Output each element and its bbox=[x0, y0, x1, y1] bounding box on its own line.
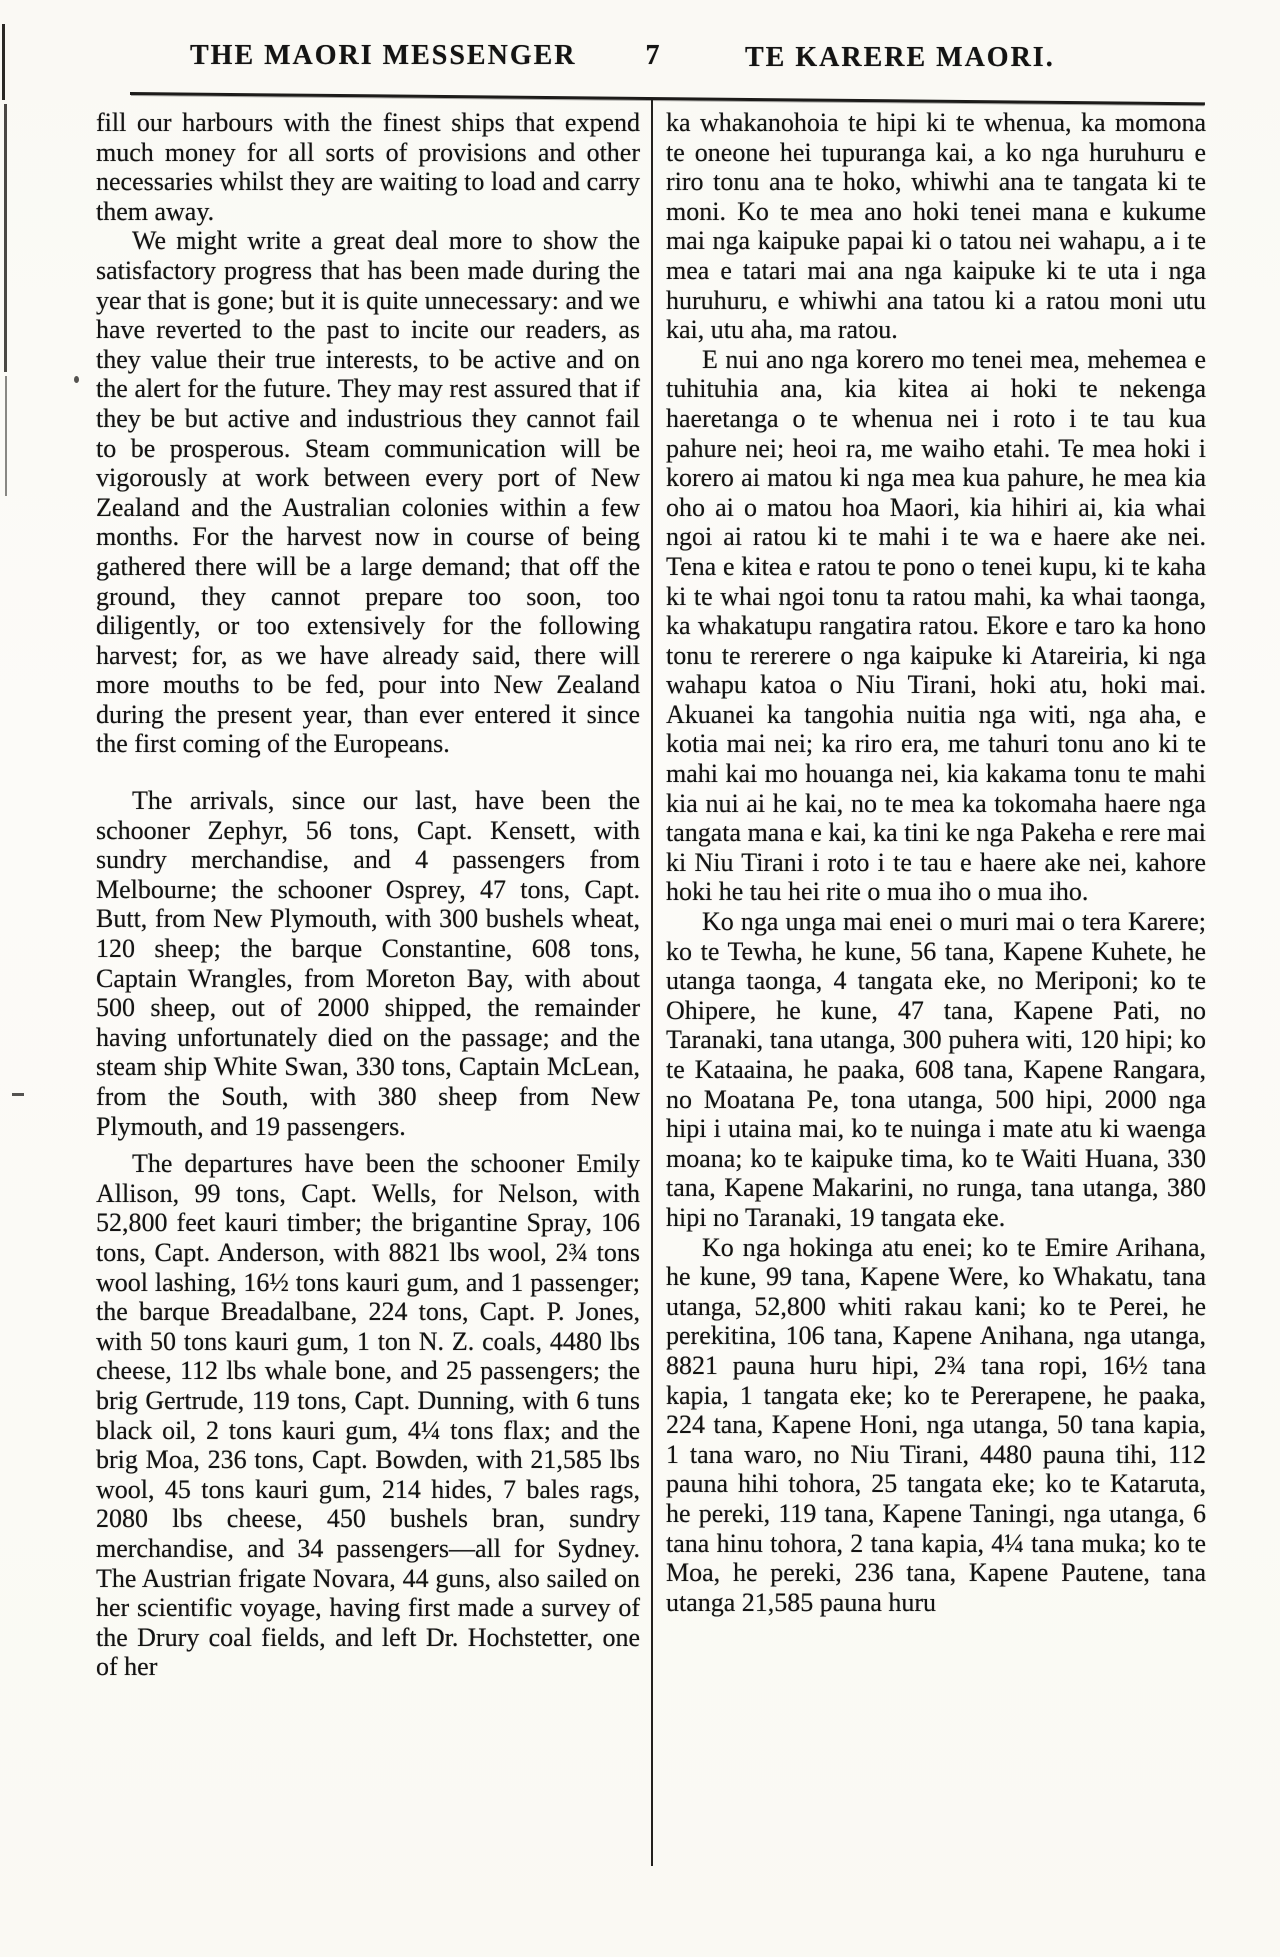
english-paragraph-arrivals: The arrivals, since our last, have been the schooner Zephyr, 56 tons, Capt. Kensett, with sundry merchandise, and 4 passengers from Melbourne; the schooner Osprey, 47 tons, Capt. Butt, from New Plymouth, with 300 bushels wheat, 120 sheep; the barque Constantine, 608 tons, Captain Wrangles, from Moreton Bay, with about 500 sheep, out of 2000 shipped, the remainder having unfortunately died on the passage; and the steam ship White Swan, 330 tons, Captain McLean, from the South, with 380 sheep from New Plymouth, and 19 passengers. bbox=[96, 786, 640, 1141]
column-maori bbox=[666, 108, 1206, 1617]
scan-artifact-edge-mark bbox=[2, 24, 5, 100]
masthead-title-maori: TE KARERE MAORI. bbox=[745, 42, 1055, 73]
column-english bbox=[96, 108, 640, 1682]
maori-paragraph-hokinga-atu: Ko nga hokinga atu enei; ko te Emire Arihana, he kune, 99 tana, Kapene Were, ko Whakatu, tana utanga, 52,800 whiti rakau kani; ko te Perei, he perekitina, 106 tana, Kapene Anihana, nga utanga, 8821 pauna huru hipi, 2¾ tana ropi, 16½ tana kapia, 1 tangata eke; ko te Pererapene, he paaka, 224 tana, Kapene Honi, nga utanga, 50 tana kapia, 1 tana waro, no Niu Tirani, 4480 pauna tihi, 112 pauna hihi tohora, 25 tangata eke; ko te Kataruta, he pereki, 119 tana, Kapene Taningi, nga utanga, 6 tana hinu tohora, 2 tana kapia, 4¼ tana muka; ko te Moa, he pereki, 236 tana, Kapene Pautene, tana utanga 21,585 pauna huru bbox=[666, 1232, 1206, 1617]
masthead-title-english: THE MAORI MESSENGER bbox=[190, 40, 577, 71]
column-divider-rule bbox=[651, 100, 653, 1866]
english-paragraph-continuation: fill our harbours with the finest ships that expend much money for all sorts of provisions and other necessaries whilst they are waiting to load and carry them away. bbox=[96, 108, 640, 226]
scan-artifact-edge-mark bbox=[4, 104, 7, 372]
english-paragraph-progress: We might write a great deal more to show the satisfactory progress that has been made during the year that is gone; but it is quite unnecessary: and we have reverted to the past to incite our readers, as they value their true interests, to be active and on the alert for the future. They may rest assured that if they be but active and industrious they cannot fail to be prosperous. Steam communication will be vigorously at work between every port of New Zealand and the Australian colonies within a few months. For the harvest now in course of being gathered there will be a large demand; that off the ground, they cannot prepare too soon, too diligently, or too extensively for the following harvest; for, as we have already said, there will more mouths to be fed, pour into New Zealand during the present year, than ever entered it since the first coming of the Europeans. bbox=[96, 226, 640, 759]
maori-paragraph-korero: E nui ano nga korero mo tenei mea, mehemea e tuhituhia ana, kia kitea ai hoki te nekenga haeretanga o te whenua nei i roto i te tau kua pahure nei; heoi ra, me waiho etahi. Te mea hoki i korero ai matou ki nga mea kua pahure, he mea kia oho ai o matou hoa Maori, kia hihiri ai, kia whai ngoi ai ratou ki te mahi i te wa e haere ake nei. Tena e kitea e ratou te pono o tenei kupu, ki te kaha ki te whai ngoi tonu ta ratou mahi, ka whai taonga, ka whakatupu rangatira ratou. Ekore e taro ka hono tonu te rererere o nga kaipuke ki Atareiria, ki nga wahapu katoa o Niu Tirani, hoki atu, hoki mai. Akuanei ka tangohia nuitia nga witi, nga aha, e kotia mai nei; ka riro era, me tahuri tonu ano ki te mahi kai mo houanga nei, kia kakama tonu te mahi kia nui ai he kai, no te mea ka tokomaha haere nga tangata mana e kai, ka tini ke nga Pakeha e rere mai ki Niu Tirani i roto i te tau e haere ake nei, kahore hoki he tau hei rite o mua iho o mua iho. bbox=[666, 344, 1206, 907]
page-number: 7 bbox=[645, 40, 660, 71]
scan-artifact-dash bbox=[12, 1093, 24, 1096]
scan-artifact-edge-mark bbox=[5, 376, 7, 496]
maori-paragraph-continuation: ka whakanohoia te hipi ki te whenua, ka momona te oneone hei tupuranga kai, a ko nga huruhuru e riro tonu ana te hoko, whiwhi ana te tangata ki te moni. Ko te mea ano hoki tenei mana e kukume mai nga kaipuke papai ki o tatou nei wahapu, a i te mea e tatari mai ana nga kaipuke ki te uta i nga huruhuru, e whiwhi ana tatou ki a ratou moni utu kai, utu aha, ma ratou. bbox=[666, 108, 1206, 345]
maori-paragraph-unga-mai: Ko nga unga mai enei o muri mai o tera Karere; ko te Tewha, he kune, 56 tana, Kapene Kuhete, he utanga taonga, 4 tangata eke, no Meriponi; ko te Ohipere, he kune, 47 tana, Kapene Pati, no Taranaki, tana utanga, 300 puhera witi, 120 hipi; ko te Kataaina, he paaka, 608 tana, Kapene Rangara, no Moatana Pe, tona utanga, 500 hipi, 2000 nga hipi i utaina mai, ko te nuinga i mate atu ki waenga moana; ko te kaipuke tima, ko te Waiti Huana, 330 tana, Kapene Makarini, no runga, tana utanga, 380 hipi no Taranaki, 19 tangata eke. bbox=[666, 907, 1206, 1232]
scan-artifact-speck bbox=[74, 376, 79, 383]
header-rule bbox=[130, 92, 1205, 105]
english-paragraph-departures: The departures have been the schooner Emily Allison, 99 tons, Capt. Wells, for Nelson, with 52,800 feet kauri timber; the brigantine Spray, 106 tons, Capt. Anderson, with 8821 lbs wool, 2¾ tons wool lashing, 16½ tons kauri gum, and 1 passenger; the barque Breadalbane, 224 tons, Capt. P. Jones, with 50 tons kauri gum, 1 ton N. Z. coals, 4480 lbs cheese, 112 lbs whale bone, and 25 passengers; the brig Gertrude, 119 tons, Capt. Dunning, with 6 tuns black oil, 2 tons kauri gum, 4¼ tons flax; and the brig Moa, 236 tons, Capt. Bowden, with 21,585 lbs wool, 45 tons kauri gum, 214 hides, 7 bales rags, 2080 lbs cheese, 450 bushels bran, sundry merchandise, and 34 passengers—all for Sydney. The Austrian frigate Novara, 44 guns, also sailed on her scientific voyage, having first made a survey of the Drury coal fields, and left Dr. Hochstetter, one of her bbox=[96, 1149, 640, 1682]
